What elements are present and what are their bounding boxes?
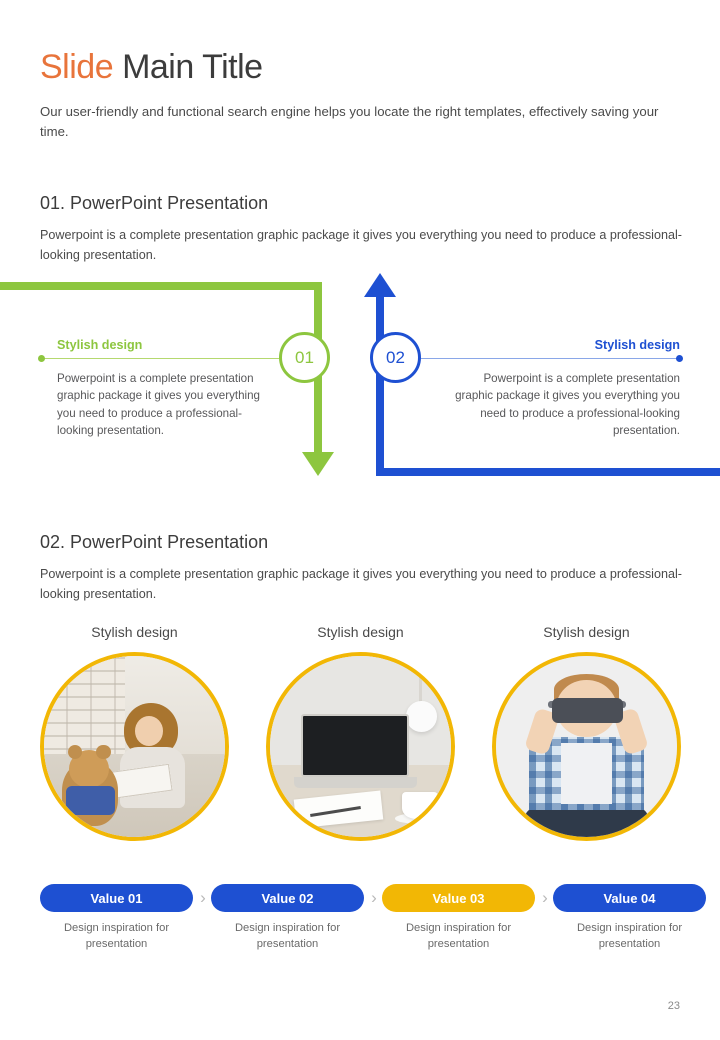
photo-card-3 [492, 624, 681, 841]
boy-vr-headset-photo [492, 652, 681, 841]
item-01-label: Stylish design [57, 338, 143, 352]
page-title-accent: Slide [40, 48, 114, 86]
page-subtitle: Our user-friendly and functional search engine helps you locate the right templates, effectively saving your time. [40, 104, 659, 140]
photo-card-1-caption: Stylish design [91, 624, 178, 640]
photo-card-2 [266, 624, 455, 841]
blue-arrow-head-icon [364, 273, 396, 297]
value-01-button[interactable]: Value 01 [40, 884, 193, 912]
value-row [40, 884, 685, 959]
photo-card-1 [40, 624, 229, 841]
value-item-2 [211, 884, 364, 952]
arrow-diagram [0, 272, 720, 487]
blue-arrow-vertical-bar [376, 297, 384, 476]
photo-card-2-caption: Stylish design [317, 624, 404, 640]
value-02-button[interactable]: Value 02 [211, 884, 364, 912]
green-bullet-dot-icon [38, 355, 45, 362]
item-02-label: Stylish design [594, 338, 680, 352]
value-item-3 [382, 884, 535, 952]
section2-heading: 02. PowerPoint Presentation [40, 532, 269, 552]
value-04-text: Design inspiration for presentation [576, 922, 683, 951]
blue-divider-line [384, 358, 680, 359]
section2-description: Powerpoint is a complete presentation graphic package it gives you everything you need to produce a professional-looking presentation. [40, 567, 682, 601]
page-title-main: Main Title [122, 48, 263, 86]
section1-heading: 01. PowerPoint Presentation [40, 193, 269, 213]
value-03-button[interactable]: Value 03 [382, 884, 535, 912]
value-02-text: Design inspiration for presentation [234, 922, 341, 951]
chevron-right-icon-2: › [371, 888, 377, 907]
green-arrow-horizontal-bar [0, 282, 322, 290]
section1-description: Powerpoint is a complete presentation graphic package it gives you everything you need to produce a professional-looking presentation. [40, 228, 682, 262]
blue-bullet-dot-icon [676, 355, 683, 362]
girl-reading-book-photo [40, 652, 229, 841]
chevron-right-icon-1: › [200, 888, 206, 907]
item-01-number-badge: 01 [279, 332, 330, 383]
blue-arrow-horizontal-bar [376, 468, 720, 476]
page-title [40, 48, 263, 87]
chevron-right-icon-3: › [542, 888, 548, 907]
value-item-1 [40, 884, 193, 952]
item-01-body: Powerpoint is a complete presentation graphic package it gives you everything you need to produce a professional-looking presentation. [57, 372, 261, 438]
item-02-number-badge: 02 [370, 332, 421, 383]
photo-card-group [40, 624, 685, 854]
item-02-body: Powerpoint is a complete presentation graphic package it gives you everything you need to produce a professional-looking presentation. [455, 372, 680, 438]
green-divider-line [40, 358, 316, 359]
photo-card-3-caption: Stylish design [543, 624, 630, 640]
green-arrow-head-icon [302, 452, 334, 476]
laptop-on-desk-photo [266, 652, 455, 841]
value-item-4 [553, 884, 706, 952]
value-04-button[interactable]: Value 04 [553, 884, 706, 912]
value-01-text: Design inspiration for presentation [63, 922, 170, 951]
value-03-text: Design inspiration for presentation [405, 922, 512, 951]
page-number: 23 [667, 1000, 680, 1012]
